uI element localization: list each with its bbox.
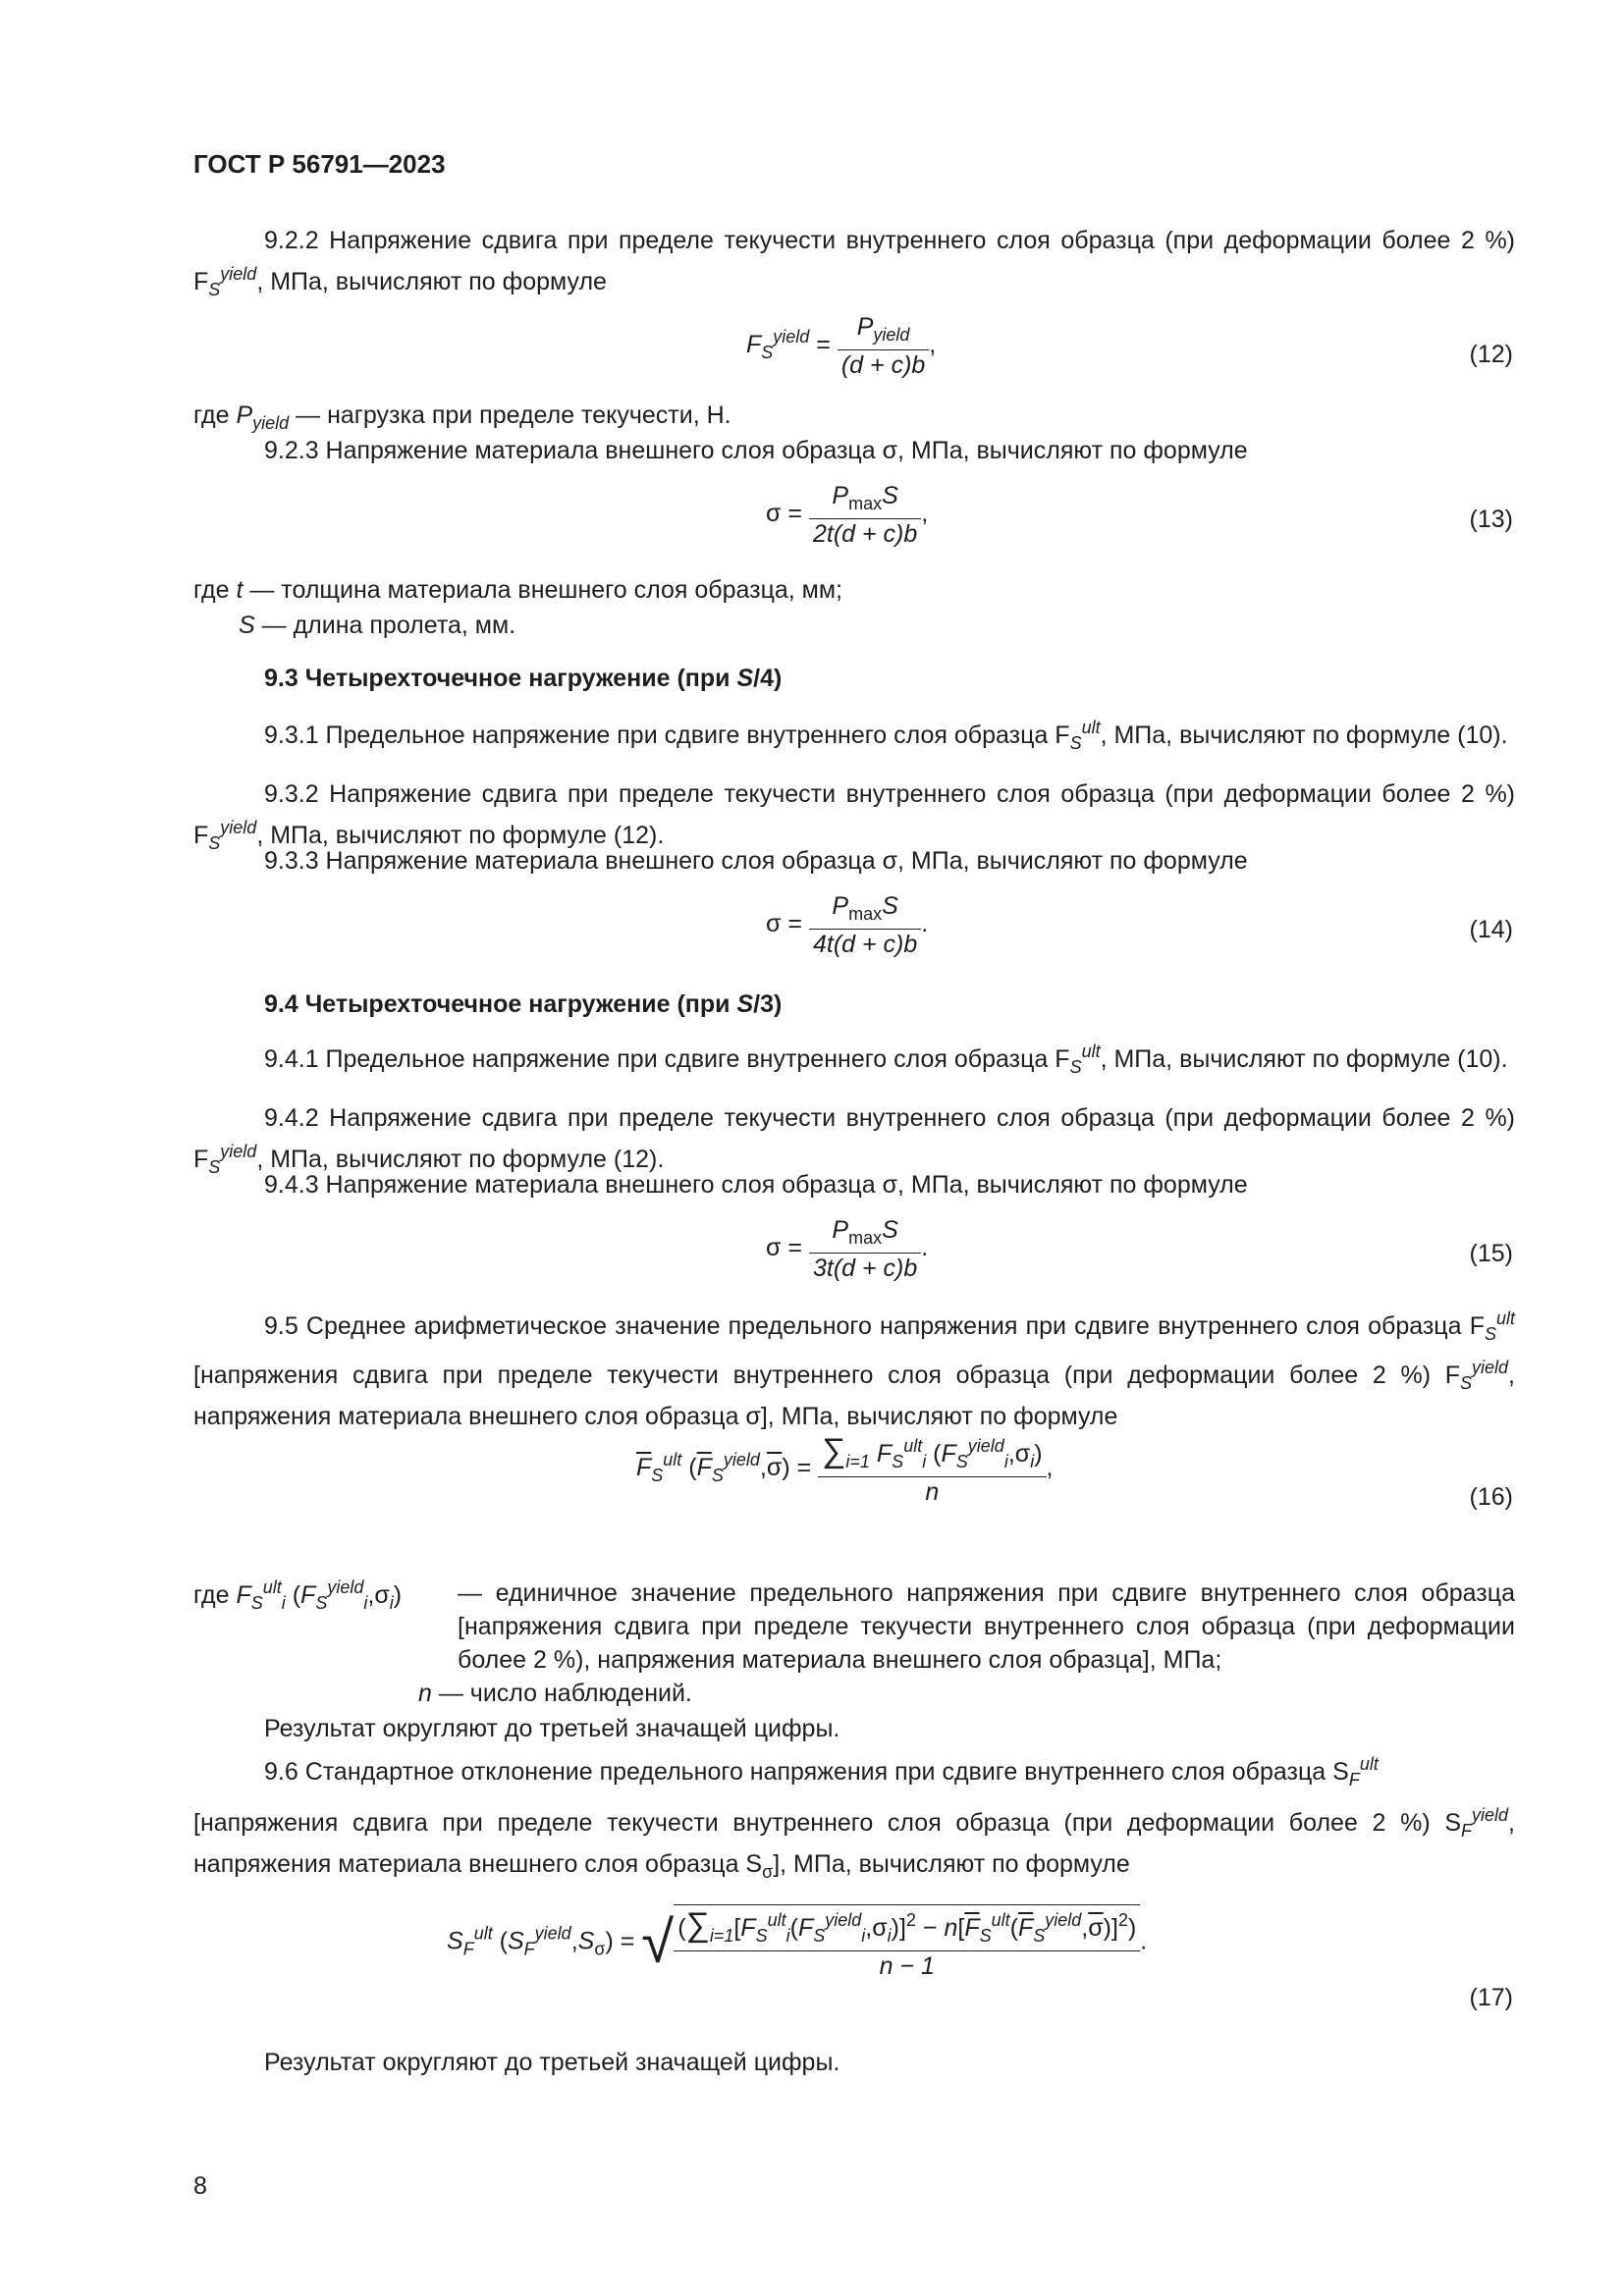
f16-sigma-i: σ	[1014, 1440, 1031, 1468]
formula-15	[766, 1215, 928, 1283]
f16-Fi-sup: ult	[903, 1436, 923, 1456]
formula-14	[766, 891, 928, 959]
f17-dot: .	[1140, 1927, 1148, 1955]
f17-c3: ,	[1081, 1914, 1089, 1942]
eq-number-17: (17)	[1469, 1984, 1513, 2011]
f16-Fi-sub: S	[892, 1452, 904, 1471]
f17-c2: ,	[865, 1914, 873, 1942]
h94-text: 9.4 Четырехточечное нагружение (при	[264, 990, 737, 1018]
paragraph-9-3-1	[193, 711, 1515, 760]
formula-12	[746, 312, 936, 380]
f17-i2: i	[861, 1926, 866, 1946]
f16-sub2: S	[711, 1466, 724, 1486]
paragraph-9-4-3: 9.4.3 Напряжение материала внешнего слоя образца σ, МПа, вычисляют по формуле	[264, 1171, 1248, 1199]
f17-eq: =	[620, 1927, 635, 1955]
p95-sub1: S	[1484, 1324, 1496, 1344]
w16-sup2: yield	[327, 1577, 364, 1597]
w16-comma: ,	[367, 1581, 375, 1609]
where-16-desc: — единичное значение предельного напряжения при сдвиге внутреннего слоя образца [напряжения сдвига при пределе текучести внутреннего слоя образца (при деформации более 2 %), напряжения материала внешнего слоя образца], МПа;	[458, 1579, 1515, 1674]
f12-F: F	[746, 331, 762, 359]
p95-a: 9.5 Среднее арифметическое значение предельного напряжения при сдвиге внутреннего слоя образца F	[264, 1312, 1485, 1340]
paragraph-9-6-cont	[193, 1798, 1515, 1889]
where-label-3: где	[193, 1581, 230, 1609]
f14-dcb: (d + c)b	[833, 931, 918, 958]
paragraph-9-5	[193, 1302, 1515, 1433]
f16-comma3: ,	[1046, 1454, 1054, 1482]
f16-n: n	[925, 1478, 940, 1506]
var-t: t	[236, 576, 244, 604]
p96-sub-F: F	[1348, 1770, 1360, 1789]
f15-3t: 3t	[812, 1255, 834, 1282]
where-n	[418, 1677, 692, 1710]
sqrt-icon: √	[641, 1909, 675, 1975]
f16-comma2: ,	[1007, 1440, 1015, 1468]
f17-sub-sigma: σ	[594, 1939, 606, 1959]
f13-comma: ,	[921, 500, 929, 528]
f16-sigma: $\overline{\sigma}$	[766, 1454, 783, 1482]
paragraph-9-2-2	[193, 224, 1515, 306]
page-header: ГОСТ Р 56791—2023	[193, 149, 446, 179]
formula-13	[766, 481, 928, 549]
f12-sup: yield	[773, 327, 810, 347]
f14-dot: .	[921, 910, 929, 938]
page-number: 8	[193, 2172, 207, 2200]
f12-eq: =	[816, 331, 831, 359]
paragraph-9-2-3: 9.2.3 Напряжение материала внешнего слоя образца σ, МПа, вычисляют по формуле	[264, 437, 1248, 464]
w16-i2: i	[363, 1593, 368, 1613]
f14-P: P	[832, 892, 849, 920]
p941-sub: S	[1069, 1057, 1082, 1077]
f14-sigma: σ	[766, 910, 782, 938]
eq-number-16: (16)	[1469, 1483, 1513, 1511]
p96-c: , напряжения материала внешнего слоя образца S	[193, 1809, 1515, 1878]
where-label-2: где	[193, 576, 230, 604]
f17-sub-F2: F	[523, 1939, 535, 1959]
p922-text: 9.2.2 Напряжение сдвига при пределе текучести внутреннего слоя образца (при деформации более 2 %) F	[193, 227, 1515, 295]
f12-P: P	[856, 313, 874, 341]
f17-Fbar2-sup: yield	[1045, 1910, 1082, 1930]
heading-9-3	[264, 662, 782, 695]
var-S: S	[239, 612, 255, 639]
f16-eq: =	[796, 1454, 812, 1482]
f16-i3: i	[1030, 1452, 1035, 1471]
var-P-sub: yield	[252, 413, 290, 433]
p96-sub-sigma: σ	[762, 1862, 774, 1882]
p95-sup1: ult	[1495, 1308, 1515, 1328]
f12-comma: ,	[929, 331, 937, 359]
var-n: n	[418, 1680, 432, 1707]
p96-d: ], МПа, вычисляют по формуле	[773, 1850, 1130, 1878]
f16-i1: i=1	[845, 1452, 870, 1471]
f13-2t: 2t	[812, 520, 834, 548]
f16-F2: $\overline{F}$	[696, 1454, 712, 1482]
p942-sup: yield	[220, 1142, 257, 1161]
f15-P: P	[832, 1216, 849, 1244]
f16-i2: i	[1003, 1452, 1008, 1471]
f17-sig-i: σ	[872, 1914, 888, 1942]
p942-sub: S	[208, 1157, 221, 1177]
f17-Fi: F	[740, 1914, 756, 1942]
eq-number-15: (15)	[1469, 1240, 1513, 1267]
f17-i1: i=1	[709, 1926, 734, 1946]
f16-fraction: $\frac{\sum_{i=1} F_S^{ult}_i (F_S^{yield}_i,\sigma_i)}{n}$	[818, 1431, 1046, 1507]
h94-tail: /3)	[753, 990, 783, 1018]
paragraph-9-6	[193, 1747, 1515, 1796]
f13-dcb: (d + c)b	[833, 520, 918, 548]
p932-sub: S	[208, 833, 221, 853]
f16-F: $\overline{F}$	[636, 1454, 652, 1482]
where-t-text: — толщина материала внешнего слоя образца, мм;	[243, 576, 843, 604]
f16-sub: S	[651, 1466, 664, 1486]
f16-sup: ult	[663, 1450, 682, 1470]
where-label: где	[193, 401, 230, 429]
f12-den: (d + c)b	[840, 351, 926, 379]
p95-sub2: S	[1460, 1373, 1473, 1393]
f17-Fi-sub: S	[755, 1926, 768, 1946]
p96-sub-F2: F	[1461, 1821, 1473, 1841]
f16-sum: ∑	[822, 1432, 846, 1469]
f13-P: P	[832, 482, 849, 509]
p932-text: 9.3.2 Напряжение сдвига при пределе текучести внутреннего слоя образца (при деформации более 2 %) F	[193, 780, 1515, 849]
f15-S: S	[882, 1216, 898, 1244]
p95-b: [напряжения сдвига при пределе текучести внутреннего слоя образца (при деформации более 2 %) F	[193, 1362, 1460, 1389]
paragraph-9-3-3: 9.3.3 Напряжение материала внешнего слоя образца σ, МПа, вычисляют по формуле	[264, 847, 1248, 875]
where-t	[193, 573, 842, 607]
f17-Fbar-sub: S	[979, 1926, 992, 1946]
round-note-2: Результат округляют до третьей значащей цифры.	[264, 2049, 840, 2076]
f17-den: n − 1	[879, 1952, 935, 1980]
w16-F: F	[236, 1581, 251, 1609]
heading-9-4	[264, 988, 782, 1021]
p932-sup: yield	[220, 818, 257, 837]
f17-Fbar-sup: ult	[991, 1910, 1010, 1930]
f17-Fy-sub: S	[813, 1926, 826, 1946]
eq-number-14: (14)	[1469, 916, 1513, 943]
f17-comma1: ,	[570, 1927, 578, 1955]
f17-S: S	[447, 1927, 463, 1955]
f12-P-sub: yield	[873, 325, 910, 345]
f17-S2: S	[507, 1927, 524, 1955]
f17-S3: S	[577, 1927, 595, 1955]
p941-text: 9.4.1 Предельное напряжение при сдвиге внутреннего слоя образца F	[264, 1045, 1070, 1073]
p931-sup: ult	[1081, 718, 1101, 737]
f13-eq: =	[787, 500, 802, 528]
paragraph-9-4-1	[193, 1035, 1515, 1084]
f17-sub-F: F	[462, 1939, 474, 1959]
f15-dcb: (d + c)b	[833, 1255, 918, 1282]
eq-number-12: (12)	[1469, 341, 1513, 368]
where-16-symbol: где $F_S^{ult}_i$ $(F_S^{yield}_i,\sigma_i)$	[193, 1577, 403, 1613]
f17-sigbar: $\overline{\sigma}$	[1088, 1914, 1104, 1942]
f17-sup-ult: ult	[473, 1923, 493, 1944]
p931-sub: S	[1069, 733, 1082, 753]
formula-16: $\overline{F}_S^{ult}$ $(\overline{F}_S^{yield},\overline{\sigma})$ = $\frac{\sum_{i=1} F_S^{ult}_i (F_S^{yield}_i,\sigma_i)}{n}$ ,	[636, 1432, 1054, 1506]
w16-i3: i	[389, 1593, 394, 1613]
f17-i3: i	[887, 1926, 892, 1946]
w16-i: i	[281, 1593, 286, 1613]
eq-number-13: (13)	[1469, 506, 1513, 533]
f14-S: S	[882, 892, 898, 920]
f13-S: S	[882, 482, 898, 509]
f17-i: i	[785, 1926, 790, 1946]
f17-Fbar: $\overline{F}$	[964, 1914, 980, 1942]
where-pyield-text: — нагрузка при пределе текучести, Н.	[289, 401, 731, 429]
p941-tail: , МПа, вычисляют по формуле (10).	[1100, 1045, 1508, 1073]
p922-tail: , МПа, вычисляют по формуле	[256, 268, 607, 295]
f16-Fy: F	[941, 1440, 956, 1468]
f17-Fy: F	[797, 1914, 814, 1942]
f16-sup2: yield	[723, 1450, 760, 1470]
f15-sigma: σ	[766, 1234, 782, 1262]
f17-n: n	[944, 1914, 958, 1942]
p95-sup2: yield	[1472, 1358, 1509, 1377]
f17-sup-yield: yield	[534, 1923, 571, 1944]
f17-Fi-sup: ult	[767, 1910, 786, 1930]
f15-eq: =	[787, 1234, 802, 1262]
p931-text: 9.3.1 Предельное напряжение при сдвиге внутреннего слоя образца F	[264, 721, 1070, 749]
w16-sub: S	[250, 1593, 263, 1613]
f12-sub: S	[761, 343, 774, 363]
f17-fraction: $\frac{(\sum_{i=1}[F_S^{ult}_i(F_S^{yield}_i,\sigma_i)]^2 - n[\overline{F}_S^{ult}(\overline{F}_S^{yield},\overline{\sigma})]^2)}{n - 1}$	[674, 1904, 1140, 1981]
p96-b: [напряжения сдвига при пределе текучести внутреннего слоя образца (при деформации более 2 %) S	[193, 1809, 1462, 1837]
f17-Fy-sup: yield	[825, 1910, 862, 1930]
f15-fraction	[809, 1215, 921, 1283]
p96-sup-ult: ult	[1359, 1754, 1379, 1774]
w16-sigma: σ	[374, 1581, 390, 1609]
f14-eq: =	[787, 910, 802, 938]
h93-tail: /4)	[753, 665, 783, 692]
f16-Fi: F	[876, 1440, 893, 1468]
w16-F2: F	[300, 1581, 316, 1609]
f17-sum: ∑	[685, 1906, 710, 1944]
f16-i: i	[922, 1452, 927, 1471]
p96-sup-yield: yield	[1472, 1805, 1509, 1825]
f13-sigma: σ	[766, 500, 782, 528]
var-P: P	[236, 401, 253, 429]
f12-fraction	[838, 312, 929, 380]
f16-Fy-sup: yield	[967, 1436, 1004, 1456]
p95-c: , напряжения материала внешнего слоя образца σ], МПа, вычисляют по формуле	[193, 1362, 1515, 1430]
round-note-1: Результат округляют до третьей значащей цифры.	[264, 1715, 840, 1742]
f13-fraction	[809, 481, 921, 549]
f17-Fbar2-sub: S	[1033, 1926, 1046, 1946]
f15-max: max	[848, 1228, 883, 1248]
f13-max: max	[848, 494, 883, 513]
h93-S: S	[736, 665, 754, 692]
where-S-text: — длина пролета, мм.	[254, 612, 516, 639]
sub-S: S	[208, 280, 221, 299]
formula-17: $S_F^{ult}$ $(S_F^{yield},S_\sigma)$ = √ $\frac{(\sum_{i=1}[F_S^{ult}_i(F_S^{yield}_i,\sigma_i)]^2 - n[\overline{F}_S^{ult}(\overline{F}_S^{yield},\overline{\sigma})]^2)}{n - 1}$ .	[447, 1906, 1148, 1980]
f16-comma1: ,	[759, 1454, 767, 1482]
p942-tail: , МПа, вычисляют по формуле (12).	[256, 1146, 665, 1173]
f14-max: max	[848, 904, 883, 924]
f15-dot: .	[921, 1234, 929, 1262]
f14-4t: 4t	[812, 931, 834, 958]
f17-Fbar2: $\overline{F}$	[1017, 1914, 1034, 1942]
where-n-text: — число наблюдений.	[431, 1680, 692, 1707]
f14-fraction	[809, 891, 921, 959]
f16-Fy-sub: S	[955, 1452, 968, 1471]
w16-sub2: S	[315, 1593, 328, 1613]
p932-tail: , МПа, вычисляют по формуле (12).	[256, 822, 665, 849]
p941-sup: ult	[1081, 1041, 1101, 1061]
p942-text: 9.4.2 Напряжение сдвига при пределе текучести внутреннего слоя образца (при деформации более 2 %) F	[193, 1104, 1515, 1173]
h93-text: 9.3 Четырехточечное нагружение (при	[264, 665, 737, 692]
h94-S: S	[736, 990, 754, 1018]
where-S	[239, 609, 515, 642]
w16-sup: ult	[262, 1577, 282, 1597]
p931-tail: , МПа, вычисляют по формуле (10).	[1100, 721, 1508, 749]
p96-a: 9.6 Стандартное отклонение предельного напряжения при сдвиге внутреннего слоя образца S	[264, 1758, 1349, 1786]
sup-yield: yield	[220, 264, 257, 284]
